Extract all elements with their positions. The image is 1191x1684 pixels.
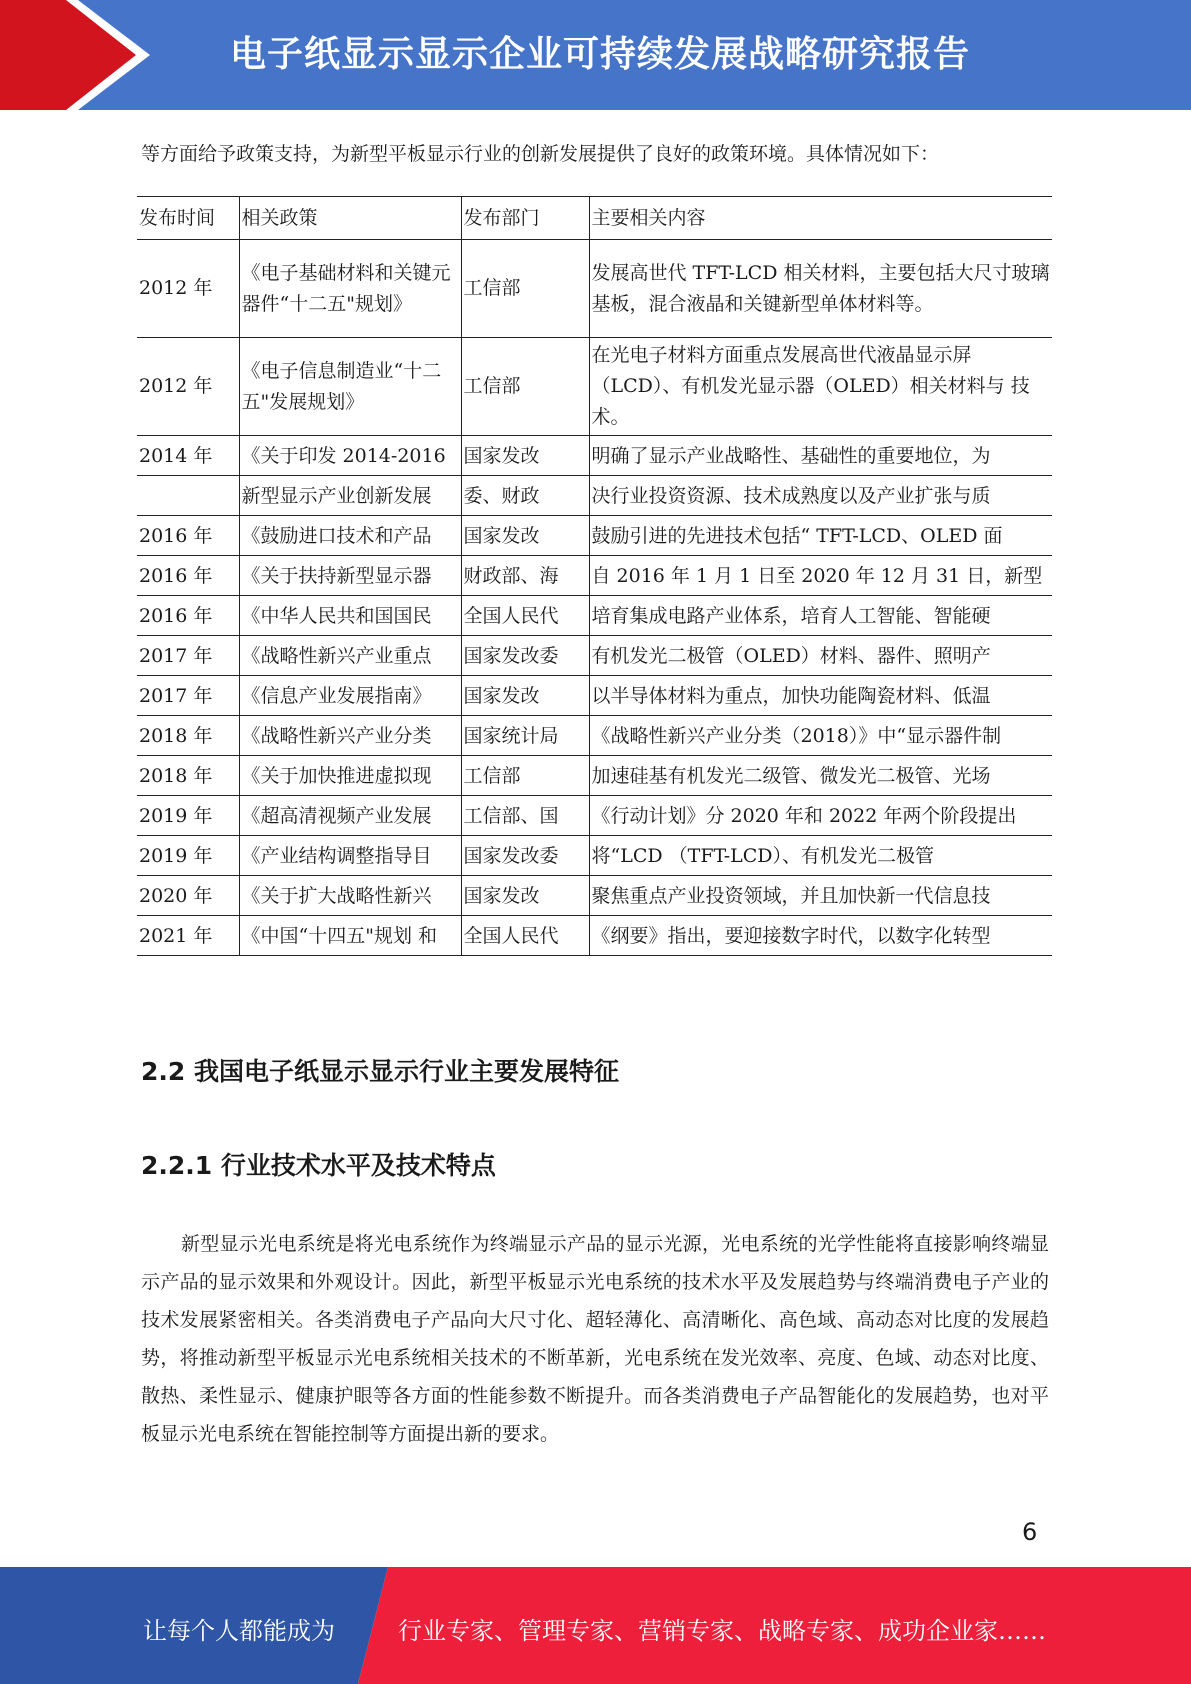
cell-policy xyxy=(239,836,461,876)
cell-content xyxy=(589,436,1052,476)
cell-department xyxy=(461,476,589,516)
table-row xyxy=(137,636,1052,676)
cell-text: 2018 年 xyxy=(139,765,213,787)
cell-text: 聚焦重点产业投资领域，并且加快新一代信息技 xyxy=(591,885,991,907)
cell-text: 决行业投资资源、技术成熟度以及产业扩张与质 xyxy=(591,485,991,507)
cell-content xyxy=(589,716,1052,756)
cell-year xyxy=(137,596,239,636)
cell-text: 工信部、国 xyxy=(463,805,559,827)
table-header-row xyxy=(137,197,1052,240)
cell-text: 将“LCD （TFT-LCD）、有机发光二极管 xyxy=(591,845,935,867)
cell-year xyxy=(137,876,239,916)
cell-policy xyxy=(239,556,461,596)
cell-policy xyxy=(239,476,461,516)
cell-text: 《超高清视频产业发展 xyxy=(241,805,432,827)
cell-policy xyxy=(239,796,461,836)
cell-text: 2017 年 xyxy=(139,685,213,707)
cell-text: 《中华人民共和国国民 xyxy=(241,605,432,627)
table-row xyxy=(137,836,1052,876)
cell-content xyxy=(589,916,1052,956)
cell-text: 《关于加快推进虚拟现 xyxy=(241,765,432,787)
cell-text: 国家发改 xyxy=(463,885,540,907)
cell-department xyxy=(461,436,589,476)
cell-year xyxy=(137,436,239,476)
cell-content xyxy=(589,676,1052,716)
cell-text: 2019 年 xyxy=(139,845,213,867)
cell-year: 2012 年 xyxy=(137,240,239,338)
cell-text: 《战略性新兴产业分类 xyxy=(241,725,432,747)
table-row xyxy=(137,876,1052,916)
table-row xyxy=(137,476,1052,516)
cell-text: 2016 年 xyxy=(139,565,213,587)
cell-policy xyxy=(239,756,461,796)
footer-slogan-left: 让每个人都能成为 xyxy=(143,1617,335,1645)
cell-policy: 《电子信息制造业“十二五"发展规划》 xyxy=(239,338,461,436)
cell-year xyxy=(137,916,239,956)
policy-table xyxy=(137,196,1052,956)
cell-text: 全国人民代 xyxy=(463,925,559,947)
cell-text: 《战略性新兴产业重点 xyxy=(241,645,432,667)
cell-department xyxy=(461,636,589,676)
cell-year xyxy=(137,796,239,836)
cell-text: 委、财政 xyxy=(463,485,540,507)
cell-year xyxy=(137,756,239,796)
cell-content: 发展高世代 TFT-LCD 相关材料，主要包括大尺寸玻璃基板，混合液晶和关键新型单体材料等。 xyxy=(589,240,1052,338)
cell-text: 《战略性新兴产业分类（2018）》中“显示器件制 xyxy=(591,725,1002,747)
cell-policy xyxy=(239,676,461,716)
cell-policy xyxy=(239,636,461,676)
cell-text: 《关于扶持新型显示器 xyxy=(241,565,432,587)
cell-content xyxy=(589,556,1052,596)
cell-text: 明确了显示产业战略性、基础性的重要地位，为 xyxy=(591,445,991,467)
cell-text: 培育集成电路产业体系，培育人工智能、智能硬 xyxy=(591,605,991,627)
footer-banner xyxy=(0,1567,1191,1684)
cell-text: 鼓励引进的先进技术包括“ TFT-LCD、OLED 面 xyxy=(591,525,1003,547)
cell-text: 全国人民代 xyxy=(463,605,559,627)
cell-policy xyxy=(239,916,461,956)
cell-department xyxy=(461,596,589,636)
cell-text: 国家统计局 xyxy=(463,725,559,747)
cell-year xyxy=(137,516,239,556)
header-content: 主要相关内容 xyxy=(589,197,1052,240)
cell-year xyxy=(137,636,239,676)
cell-year xyxy=(137,476,239,516)
cell-content xyxy=(589,796,1052,836)
intro-text: 等方面给予政策支持，为新型平板显示行业的创新发展提供了良好的政策环境。具体情况如下： xyxy=(141,143,940,165)
table-row xyxy=(137,796,1052,836)
cell-text: 国家发改委 xyxy=(463,845,559,867)
cell-content xyxy=(589,596,1052,636)
subsection-heading: 2.2.1 行业技术水平及技术特点 xyxy=(141,1151,496,1180)
cell-department xyxy=(461,796,589,836)
cell-text: 国家发改 xyxy=(463,445,540,467)
cell-text: 以半导体材料为重点，加快功能陶瓷材料、低温 xyxy=(591,685,991,707)
cell-policy xyxy=(239,876,461,916)
body-paragraph: 新型显示光电系统是将光电系统作为终端显示产品的显示光源，光电系统的光学性能将直接影响终端显示产品的显示效果和外观设计。因此，新型平板显示光电系统的技术水平及发展趋势与终端消费电子产业的技术发展紧密相关。各类消费电子产品向大尺寸化、超轻薄化、高清晰化、高色域、高动态对比度的发展趋势，将推动新型平板显示光电系统相关技术的不断革新，光电系统在发光效率、亮度、色域、动态对比度、散热、柔性显示、健康护眼等各方面的性能参数不断提升。而各类消费电子产品智能化的发展趋势，也对平板显示光电系统在智能控制等方面提出新的要求。 xyxy=(141,1233,1049,1445)
cell-text xyxy=(139,476,237,515)
table-row xyxy=(137,676,1052,716)
table-row xyxy=(137,516,1052,556)
table-row xyxy=(137,338,1052,436)
cell-content xyxy=(589,756,1052,796)
cell-text: 国家发改 xyxy=(463,685,540,707)
cell-department xyxy=(461,556,589,596)
cell-policy xyxy=(239,436,461,476)
cell-department xyxy=(461,916,589,956)
cell-department xyxy=(461,756,589,796)
cell-text: 财政部、海 xyxy=(463,565,559,587)
cell-text: 《行动计划》分 2020 年和 2022 年两个阶段提出 xyxy=(591,805,1017,827)
section-heading: 2.2 我国电子纸显示显示行业主要发展特征 xyxy=(141,1057,619,1086)
cell-department xyxy=(461,516,589,556)
cell-text: 2014 年 xyxy=(139,445,213,467)
cell-department xyxy=(461,836,589,876)
cell-policy xyxy=(239,716,461,756)
table-row xyxy=(137,916,1052,956)
report-title: 电子纸显示显示企业可持续发展战略研究报告 xyxy=(230,34,971,75)
cell-content: 在光电子材料方面重点发展高世代液晶显示屏（LCD）、有机发光显示器（OLED）相关材料与 技术。 xyxy=(589,338,1052,436)
cell-text: 《关于印发 2014-2016 xyxy=(241,445,446,467)
cell-year: 2012 年 xyxy=(137,338,239,436)
cell-text: 2018 年 xyxy=(139,725,213,747)
cell-department: 工信部 xyxy=(461,240,589,338)
cell-year xyxy=(137,836,239,876)
table-row xyxy=(137,240,1052,338)
header-department: 发布部门 xyxy=(461,197,589,240)
cell-content xyxy=(589,636,1052,676)
cell-text: 2020 年 xyxy=(139,885,213,907)
table-row xyxy=(137,716,1052,756)
cell-text: 新型显示产业创新发展 xyxy=(241,485,432,507)
cell-content xyxy=(589,516,1052,556)
table-row xyxy=(137,556,1052,596)
cell-text: 《产业结构调整指导目 xyxy=(241,845,432,867)
cell-content xyxy=(589,836,1052,876)
cell-content xyxy=(589,476,1052,516)
cell-text: 2021 年 xyxy=(139,925,213,947)
cell-year xyxy=(137,676,239,716)
cell-text: 自 2016 年 1 月 1 日至 2020 年 12 月 31 日，新型 xyxy=(591,565,1043,587)
cell-text: 国家发改委 xyxy=(463,645,559,667)
cell-text: 2017 年 xyxy=(139,645,213,667)
cell-text: 《中国“十四五"规划 和 xyxy=(241,925,437,947)
cell-text: 加速硅基有机发光二级管、微发光二极管、光场 xyxy=(591,765,991,787)
cell-text: 国家发改 xyxy=(463,525,540,547)
cell-department xyxy=(461,876,589,916)
header-policy: 相关政策 xyxy=(239,197,461,240)
header-year: 发布时间 xyxy=(137,197,239,240)
cell-department: 工信部 xyxy=(461,338,589,436)
page-number: 6 xyxy=(1022,1518,1038,1546)
cell-text: 2016 年 xyxy=(139,525,213,547)
cell-department xyxy=(461,676,589,716)
cell-content xyxy=(589,876,1052,916)
header-arrow-decoration xyxy=(0,0,160,110)
header-bar xyxy=(0,0,1191,110)
cell-text: 《纲要》指出，要迎接数字时代，以数字化转型 xyxy=(591,925,991,947)
cell-policy: 《电子基础材料和关键元器件“十二五"规划》 xyxy=(239,240,461,338)
cell-text: 工信部 xyxy=(463,765,521,787)
cell-text: 2019 年 xyxy=(139,805,213,827)
cell-department xyxy=(461,716,589,756)
cell-year xyxy=(137,556,239,596)
cell-policy xyxy=(239,596,461,636)
cell-text: 《信息产业发展指南》 xyxy=(241,685,432,707)
table-row xyxy=(137,756,1052,796)
footer-slogan-right: 行业专家、管理专家、营销专家、战略专家、成功企业家…… xyxy=(398,1617,1046,1645)
cell-text: 《鼓励进口技术和产品 xyxy=(241,525,432,547)
table-row xyxy=(137,436,1052,476)
cell-policy xyxy=(239,516,461,556)
cell-text: 有机发光二极管（OLED）材料、器件、照明产 xyxy=(591,645,991,667)
cell-text: 《关于扩大战略性新兴 xyxy=(241,885,432,907)
cell-year xyxy=(137,716,239,756)
cell-text: 2016 年 xyxy=(139,605,213,627)
table-row xyxy=(137,596,1052,636)
